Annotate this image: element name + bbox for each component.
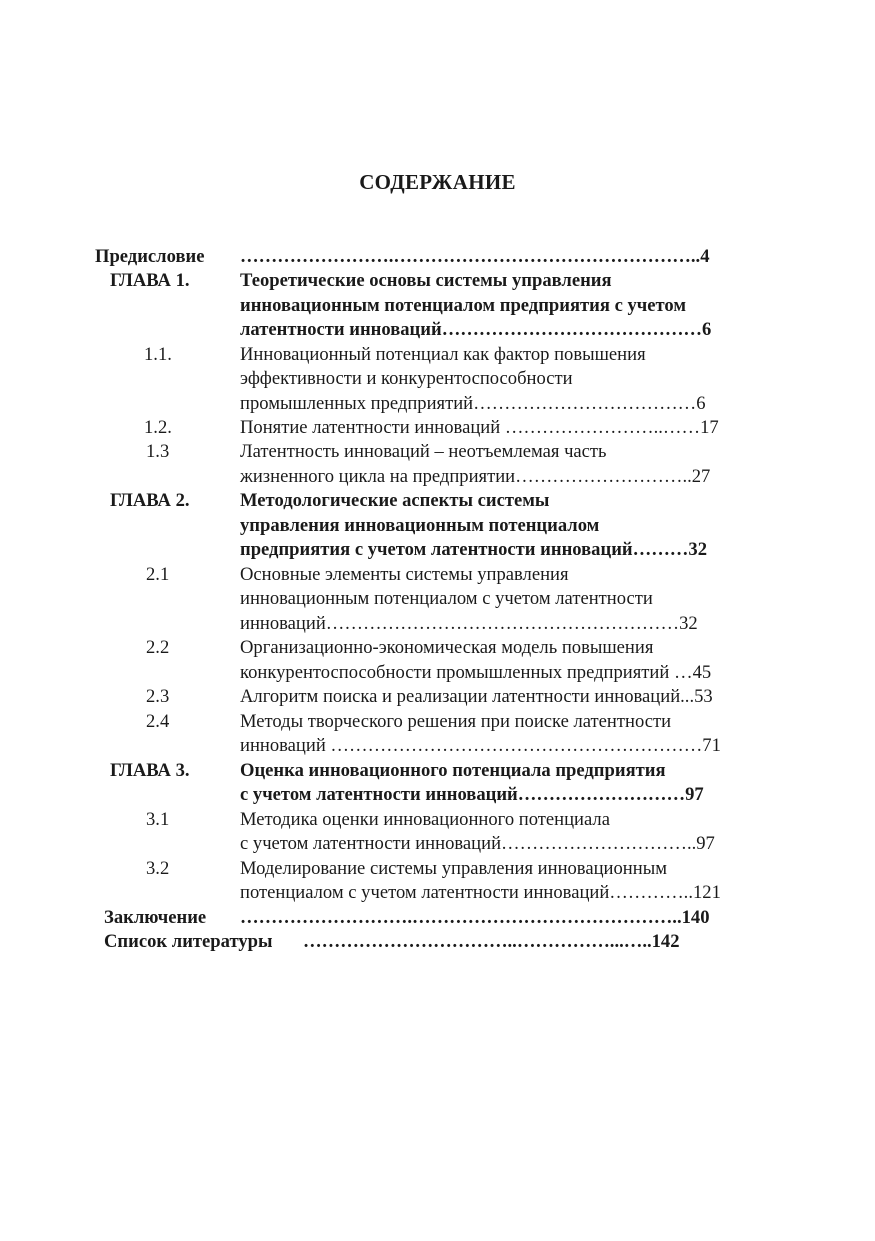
toc-entry-chapter-1-line-3 [0,318,875,342]
toc-entry-label: Список литературы [104,931,273,952]
toc-entry-2-1-line-3 [0,612,875,636]
toc-entry-line: инновационным потенциалом предприятия с учетом [240,295,687,316]
toc-entry-line: потенциалом с учетом латентности инноваций…………..121 [240,882,721,903]
toc-entry-line: Моделирование системы управления инновационным [240,858,667,879]
toc-entry-2-1-line-2 [0,587,875,611]
toc-entry-1-3-line-2 [0,465,875,489]
toc-entry-2-4 [0,710,875,734]
toc-entry-line: Латентность инноваций – неотъемлемая часть [240,441,607,462]
toc-entry-line: Методика оценки инновационного потенциала [240,809,610,830]
toc-entry-line: ……………………………..……………...…..142 [303,931,680,952]
toc-entry-line: инноваций ……………………………………………………71 [240,735,721,756]
toc-entry-line: с учетом латентности инноваций………………………97 [240,784,704,805]
toc-entry-2-2-line-2 [0,661,875,685]
toc-entry-line: Основные элементы системы управления [240,564,569,585]
toc-entry-line: с учетом латентности инноваций…………………………..97 [240,833,715,854]
toc-entry-label: ГЛАВА 3. [110,760,190,781]
toc-entry-preface [0,245,875,269]
toc-entry-label: 2.1 [146,564,170,585]
toc-entry-label: 3.1 [146,809,170,830]
toc-entry-line: Теоретические основы системы управления [240,270,612,291]
toc-entry-2-4-line-2 [0,734,875,758]
toc-entry-chapter-1-line-2 [0,294,875,318]
toc-entry-line: управления инновационным потенциалом [240,515,600,536]
toc-entry-line: Методологические аспекты системы [240,490,550,511]
toc-entry-label: 3.2 [146,858,170,879]
toc-entry-label: 2.3 [146,686,170,707]
toc-entry-line: Алгоритм поиска и реализации латентности инноваций...53 [240,686,713,707]
toc-entry-line: конкурентоспособности промышленных предприятий …45 [240,662,712,683]
toc-entry-line: жизненного цикла на предприятии………………………..27 [240,466,711,487]
toc-entry-chapter-2-line-2 [0,514,875,538]
toc-entry-line: …………………….…………………………………………..4 [240,246,710,267]
toc-entry-line: Оценка инновационного потенциала предприятия [240,760,666,781]
toc-entry-bibliography [0,930,875,954]
toc-entry-1-1-line-2 [0,367,875,391]
toc-entry-3-2-line-2 [0,881,875,905]
toc-entry-label: Заключение [104,907,207,928]
toc-entry-line: эффективности и конкурентоспособности [240,368,573,389]
toc-entry-line: промышленных предприятий………………………………6 [240,393,706,414]
toc-entry-1-3 [0,440,875,464]
toc-entry-2-1 [0,563,875,587]
toc-entry-2-3 [0,685,875,709]
toc-entry-label: 1.1. [144,344,172,365]
toc-entry-3-1 [0,808,875,832]
page-title: СОДЕРЖАНИЕ [359,170,516,194]
toc-entry-label: 2.4 [146,711,170,732]
toc-entry-line: ……………………….……………………………………..140 [240,907,710,928]
toc-entry-chapter-2 [0,489,875,513]
toc-entry-chapter-1 [0,269,875,293]
toc-entry-label: 2.2 [146,637,170,658]
toc-entry-chapter-3 [0,759,875,783]
toc-entry-line: Методы творческого решения при поиске латентности [240,711,672,732]
toc-entry-conclusion [0,906,875,930]
toc-entry-1-2 [0,416,875,440]
toc-entry-2-2 [0,636,875,660]
toc-entry-1-1-line-3 [0,392,875,416]
toc-entry-label: ГЛАВА 1. [110,270,190,291]
toc-entry-label: 1.3 [146,441,170,462]
toc-entry-3-2 [0,857,875,881]
toc-entry-label: 1.2. [144,417,172,438]
toc-entry-line: Инновационный потенциал как фактор повышения [240,344,646,365]
toc-entry-line: латентности инноваций……………………………………6 [240,319,712,340]
toc-entry-label: Предисловие [95,246,205,267]
toc-entry-line: инновационным потенциалом с учетом латентности [240,588,653,609]
toc-entry-line: предприятия с учетом латентности инноваций………32 [240,539,707,560]
toc-entry-1-1 [0,343,875,367]
toc-entry-line: Организационно-экономическая модель повышения [240,637,654,658]
toc-entry-3-1-line-2 [0,832,875,856]
toc-entry-label: ГЛАВА 2. [110,490,190,511]
toc-entry-line: Понятие латентности инноваций ……………………..……17 [240,417,719,438]
toc-entry-chapter-3-line-2 [0,783,875,807]
toc-entry-line: инноваций…………………………………………………32 [240,613,698,634]
toc-entry-chapter-2-line-3 [0,538,875,562]
